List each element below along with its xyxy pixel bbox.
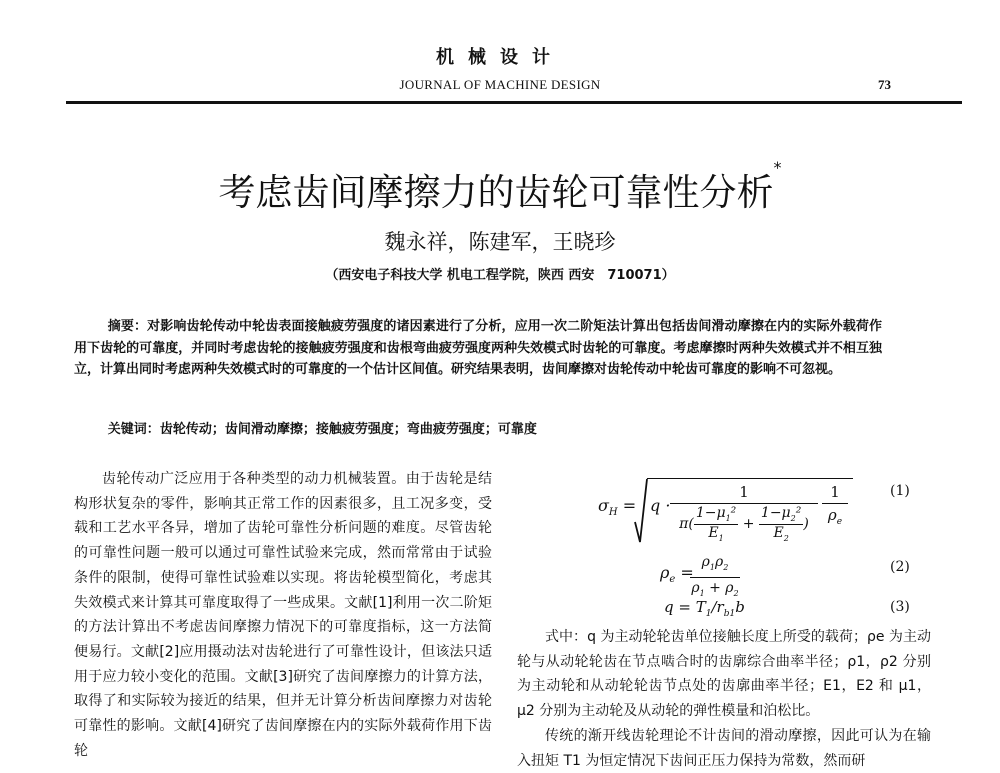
eq1-lhs: $\sigma_H$ = — [598, 496, 637, 519]
abstract-text: 对影响齿轮传动中轮齿表面接触疲劳强度的诸因素进行了分析，应用一次二阶矩法计算出包括齿间滑动摩擦在内的实际外载荷作用下齿轮的可靠度，并同时考虑齿轮的接触疲劳强度和齿根弯曲疲劳强度两种失效模式时齿轮的可靠度。考虑摩擦时两种失效模式并不相互独立，计算出同时考虑两种失效模式时的可靠度的一个估计区间值。研究结果表明，齿间摩擦对齿轮传动中轮齿可靠度的影响不可忽视。 — [74, 319, 882, 377]
eq3-number: (3) — [890, 599, 910, 615]
eq1-rho-fraction: 1 $\rho_e$ — [822, 481, 848, 533]
equation-2: $\rho_e$ = $\rho_1\rho_2$ $\rho_1 + \rho_2$ (2) — [660, 554, 910, 598]
eq1-q: q · — [650, 496, 671, 515]
eq1-fraction — [670, 481, 818, 544]
eq1-den: π( $\frac{1-\mu_1^2}{E_1}$ + $\frac{1-\mu_2^2}{E_2}$ ) — [679, 505, 809, 543]
equation-1 — [598, 478, 938, 548]
affiliation: （西安电子科技大学 机电工程学院，陕西 西安 710071） — [325, 268, 675, 283]
header-rule — [66, 101, 962, 104]
body-right-column — [517, 625, 931, 773]
title-text: 考虑齿间摩擦力的齿轮可靠性分析 — [218, 171, 774, 214]
where-paragraph: 式中：q 为主动轮轮齿单位接触长度上所受的载荷；ρe 为主动轮与从动轮轮齿在节点啮合时的齿廓综合曲率半径；ρ1，ρ2 分别为主动轮和从动轮轮齿节点处的齿廓曲率半径；E1，E2 和 μ1，μ2 分别为主动轮及从动轮的弹性模量和泊松比。 — [517, 629, 931, 720]
eq1-num: 1 — [670, 481, 818, 504]
keywords — [74, 419, 882, 440]
journal-name-en: JOURNAL OF MACHINE DESIGN — [399, 77, 601, 92]
abstract-label: 摘要： — [107, 319, 148, 334]
sqrt-bar — [647, 478, 853, 479]
eq1-number: (1) — [890, 483, 910, 499]
title-footnote-mark: * — [773, 158, 782, 177]
eq2-number: (2) — [890, 559, 910, 575]
keywords-label: 关键词： — [107, 422, 160, 437]
traditional-theory-paragraph: 传统的渐开线齿轮理论不计齿间的滑动摩擦，因此可认为在输入扭矩 T1 为恒定情况下齿间正压力保持为常数，然而研 — [517, 727, 931, 769]
keywords-text: 齿轮传动；齿间滑动摩擦；接触疲劳强度；弯曲疲劳强度；可靠度 — [159, 422, 537, 437]
body-left-column — [74, 467, 492, 763]
abstract — [74, 316, 882, 381]
sqrt-sign-icon — [634, 478, 648, 544]
journal-name-cn: 机械设计 — [436, 47, 564, 68]
page-number: 73 — [878, 77, 891, 92]
article-title — [0, 158, 1000, 216]
equation-3: $q = T_1/r_{b1}b$ (3) — [664, 598, 910, 619]
authors: 魏永祥，陈建军，王晓珍 — [384, 230, 616, 254]
intro-paragraph: 齿轮传动广泛应用于各种类型的动力机械装置。由于齿轮是结构形状复杂的零件，影响其正常工作的因素很多，且工况多变，受载和工艺水平各异，增加了齿轮可靠性分析问题的难度。尽管齿轮的可靠性问题一般可以通过可靠性试验来完成，然而常常由于试验条件的限制，使得可靠性试验难以实现。将齿轮模型简化，考虑其失效模式来计算其可靠度取得了一些成果。文献[1]利用一次二阶矩的方法计算出不考虑齿间摩擦力情况下的可靠度指标，这一方法简便易行。文献[2]应用摄动法对齿轮进行了可靠性设计，但该法只适用于应力较小变化的范围。文献[3]研究了齿间摩擦力的计算方法，取得了和实际较为接近的结果，但并无计算分析齿间摩擦力对齿轮可靠性的影响。文献[4]研究了齿间摩擦在内的实际外载荷作用下齿轮 — [74, 471, 492, 759]
